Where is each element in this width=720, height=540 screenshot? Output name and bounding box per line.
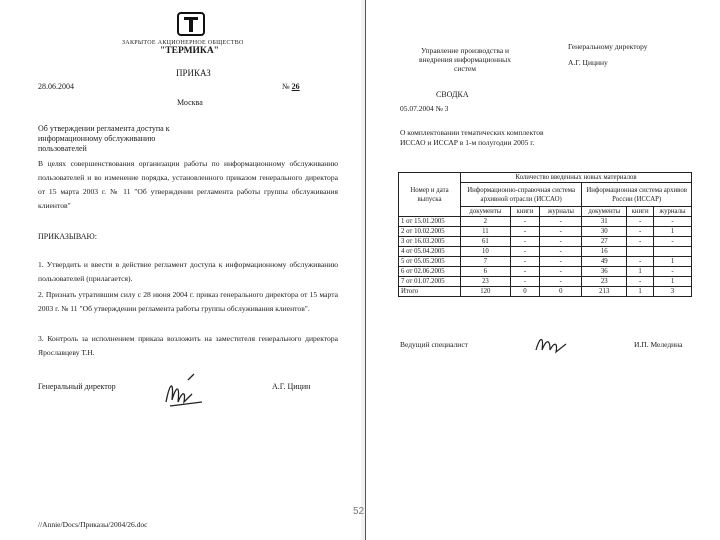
table-cell: - bbox=[540, 217, 582, 227]
table-cell: - bbox=[627, 217, 654, 227]
table-cell: 49 bbox=[582, 257, 627, 267]
order-city: Москва bbox=[177, 98, 203, 107]
signer-name: А.Г. Цицин bbox=[272, 382, 311, 391]
table-cell: - bbox=[510, 217, 540, 227]
table-cell bbox=[627, 247, 654, 257]
department-name: Управление производства и внедрения информационных систем bbox=[419, 46, 511, 73]
table-cell: 1 bbox=[627, 287, 654, 297]
table-cell: - bbox=[627, 227, 654, 237]
table-cell: 31 bbox=[582, 217, 627, 227]
row-label: 5 от 05.05.2005 bbox=[399, 257, 461, 267]
specialist-title: Ведущий специалист bbox=[400, 340, 468, 349]
table-row bbox=[399, 247, 692, 257]
table-row bbox=[399, 267, 692, 277]
table-cell: 11 bbox=[461, 227, 511, 237]
table-cell: 23 bbox=[461, 277, 511, 287]
table-cell: 10 bbox=[461, 247, 511, 257]
specialist-signature-icon bbox=[532, 330, 572, 358]
header-group: Количество введенных новых материалов bbox=[461, 173, 692, 183]
table-cell: 16 bbox=[582, 247, 627, 257]
table-cell: 3 bbox=[654, 287, 692, 297]
table-cell: - bbox=[627, 277, 654, 287]
table-cell: - bbox=[627, 257, 654, 267]
table-cell: - bbox=[654, 237, 692, 247]
order-title: ПРИКАЗ bbox=[176, 68, 211, 78]
row-label: 7 от 01.07.2005 bbox=[399, 277, 461, 287]
subheader-docs: документы bbox=[582, 207, 627, 217]
materials-table bbox=[398, 172, 692, 297]
table-cell: 61 bbox=[461, 237, 511, 247]
subheader-journals: журналы bbox=[540, 207, 582, 217]
table-cell: 2 bbox=[461, 217, 511, 227]
table-cell: 0 bbox=[540, 287, 582, 297]
table-cell: - bbox=[627, 237, 654, 247]
file-path: //Annie/Docs/Приказы/2004/26.doc bbox=[38, 520, 148, 529]
table-cell: 1 bbox=[627, 267, 654, 277]
summary-subject: О комплектовании тематических комплектов ИССАО и ИССАР в 1-м полугодии 2005 г. bbox=[400, 128, 544, 147]
header-issao: Информационно-справочная система архивной отрасли (ИССАО) bbox=[461, 183, 582, 207]
table-cell: 27 bbox=[582, 237, 627, 247]
table-cell: 7 bbox=[461, 257, 511, 267]
order-item-1: 1. Утвердить и ввести в действие регламент доступа к информационному обслуживанию пользователей (прилагается). bbox=[38, 260, 338, 283]
table-cell: - bbox=[510, 257, 540, 267]
order-date: 28.06.2004 bbox=[38, 82, 74, 91]
table-cell: 36 bbox=[582, 267, 627, 277]
order-item-2: 2. Признать утратившим силу с 28 июня 2004 г. приказ генерального директора от 15 марта 2003 г. № 11 "Об утверждении регламента работы группы обслуживания клиентов". bbox=[38, 290, 338, 313]
table-cell: - bbox=[540, 257, 582, 267]
table-row bbox=[399, 227, 692, 237]
table-cell: 1 bbox=[654, 227, 692, 237]
row-label: 6 от 02.06.2005 bbox=[399, 267, 461, 277]
table-cell: - bbox=[540, 237, 582, 247]
header-issar: Информационная система архивов России (ИССАР) bbox=[582, 183, 692, 207]
page-divider bbox=[365, 0, 366, 540]
table-cell: - bbox=[654, 267, 692, 277]
order-subject: Об утверждении регламента доступа к информационному обслуживанию пользователей bbox=[38, 124, 170, 153]
slide-number: 52 bbox=[353, 506, 365, 517]
table-cell: - bbox=[510, 277, 540, 287]
order-paragraph: В целях совершенствования организации работы по информационному обслуживанию пользователей и во изменение порядка, установленного приказом генерального директора от 15 марта 2003 г. № 11 "Об утверждении регламента работы группы обслуживания клиентов" bbox=[38, 159, 338, 210]
table-cell: 120 bbox=[461, 287, 511, 297]
subheader-docs: документы bbox=[461, 207, 511, 217]
table-row bbox=[399, 287, 692, 297]
row-label: 1 от 15.01.2005 bbox=[399, 217, 461, 227]
number-prefix: № bbox=[282, 82, 290, 91]
table-row bbox=[399, 237, 692, 247]
table-cell: 1 bbox=[654, 277, 692, 287]
order-directive-heading: ПРИКАЗЫВАЮ: bbox=[38, 232, 97, 241]
table-cell: 6 bbox=[461, 267, 511, 277]
table-cell: 213 bbox=[582, 287, 627, 297]
table-cell: 1 bbox=[654, 257, 692, 267]
table-cell: - bbox=[510, 247, 540, 257]
director-signature-icon bbox=[158, 372, 218, 412]
table-cell: - bbox=[510, 227, 540, 237]
table-row bbox=[399, 217, 692, 227]
table-cell: - bbox=[510, 237, 540, 247]
order-item-3: 3. Контроль за исполнением приказа возложить на заместителя генерального директора Ярославцеву Т.Н. bbox=[38, 334, 338, 357]
table-cell: 23 bbox=[582, 277, 627, 287]
company-name: "ТЕРМИКА" bbox=[160, 46, 219, 56]
row-label: 4 от 05.04.2005 bbox=[399, 247, 461, 257]
specialist-name: И.П. Меледина bbox=[634, 340, 683, 349]
summary-date: 05.07.2004 № 3 bbox=[400, 104, 449, 113]
subheader-journals: журналы bbox=[654, 207, 692, 217]
order-number bbox=[282, 82, 300, 92]
table-row bbox=[399, 257, 692, 267]
summary-title: СВОДКА bbox=[436, 90, 469, 99]
table-cell: 0 bbox=[510, 287, 540, 297]
row-label: Итого bbox=[399, 287, 461, 297]
table-cell: - bbox=[540, 277, 582, 287]
table-row bbox=[399, 277, 692, 287]
table-cell: - bbox=[540, 227, 582, 237]
number-value: 26 bbox=[291, 82, 300, 91]
table-cell: - bbox=[510, 267, 540, 277]
table-cell: - bbox=[540, 267, 582, 277]
table-cell bbox=[654, 247, 692, 257]
table-cell: - bbox=[540, 247, 582, 257]
signer-title: Генеральный директор bbox=[38, 382, 116, 391]
row-label: 2 от 10.02.2005 bbox=[399, 227, 461, 237]
subheader-books: книги bbox=[627, 207, 654, 217]
addressee-title: Генеральному директору bbox=[568, 42, 648, 51]
company-logo-icon bbox=[177, 12, 205, 36]
header-number-date: Номер и дата выпуска bbox=[399, 173, 461, 217]
subheader-books: книги bbox=[510, 207, 540, 217]
row-label: 3 от 16.03.2005 bbox=[399, 237, 461, 247]
company-type: ЗАКРЫТОЕ АКЦИОНЕРНОЕ ОБЩЕСТВО bbox=[122, 40, 244, 46]
table-cell: 30 bbox=[582, 227, 627, 237]
addressee-name: А.Г. Цицину bbox=[568, 58, 608, 67]
table-cell: - bbox=[654, 217, 692, 227]
